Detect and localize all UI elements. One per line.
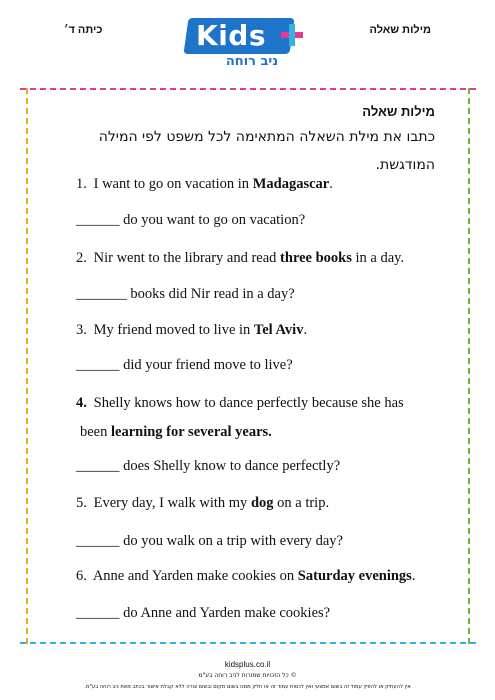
footer-legal: אין להעתיק או להפיץ עמוד זה בשום אמצעי ואין לכסות עמוד זה או חלק ממנו בשום מקום ובשום צורה ללא קבלת אישור בכתב מאת ניב רוחה בע"מ. <box>84 684 411 690</box>
sentence-6 <box>76 568 415 585</box>
question-3: ______ did your friend move to live? <box>76 357 293 373</box>
sentence-4-continued <box>80 424 272 441</box>
question-2: _______ books did Nir read in a day? <box>76 286 295 302</box>
grade-label: כיתה ד׳ <box>64 24 103 36</box>
sentence-end: in a day. <box>351 250 405 266</box>
item-number: 1. <box>76 176 87 192</box>
sentence-text: Nir went to the library and read <box>93 250 281 266</box>
sentence-4 <box>76 395 404 412</box>
kids-plus-logo <box>186 18 310 70</box>
sentence-text: Every day, I walk with my <box>93 495 251 511</box>
logo-subtitle: ניב רוחה <box>225 54 279 69</box>
bold-keyword: Madagascar <box>252 176 330 192</box>
worksheet-instruction: כתבו את מילת השאלה המתאימה לכל משפט לפי המילה המודגשת. <box>98 129 435 173</box>
frame-right-border <box>468 88 470 644</box>
question-4: ______ does Shelly know to dance perfectly? <box>76 458 341 474</box>
bold-keyword: Saturday evenings <box>297 568 412 584</box>
sentence-3 <box>76 322 307 339</box>
frame-bottom-border <box>20 642 476 644</box>
item-number: 5. <box>76 495 87 511</box>
bold-keyword: dog <box>250 495 274 511</box>
sentence-end: . <box>411 568 416 584</box>
plus-icon <box>281 24 303 46</box>
sentence-1 <box>76 176 333 193</box>
bold-keyword: learning for several years. <box>111 424 272 440</box>
sentence-end: . <box>303 322 308 338</box>
bold-keyword: Tel Aviv <box>253 322 304 338</box>
sentence-5 <box>76 495 329 512</box>
frame-left-border <box>26 88 28 644</box>
worksheet-heading: מילות שאלה <box>362 104 435 119</box>
footer-copyright: © כל הזכויות שמורות לניב רוחה בע"מ <box>198 672 297 679</box>
frame-top-border <box>20 88 476 90</box>
question-1: ______ do you want to go on vacation? <box>76 212 306 228</box>
item-number: 2. <box>76 250 87 266</box>
sentence-text: Shelly knows how to dance perfectly because she has <box>93 395 404 411</box>
item-number: 3. <box>76 322 87 338</box>
sentence-text: My friend moved to live in <box>93 322 254 338</box>
footer-url[interactable]: kidsplus.co.il <box>224 660 271 669</box>
question-5: ______ do you walk on a trip with every day? <box>76 533 343 549</box>
sentence-2 <box>76 250 404 267</box>
sentence-text: been <box>80 424 111 440</box>
question-6: ______ do Anne and Yarden make cookies? <box>76 605 331 621</box>
topic-label: מילות שאלה <box>369 24 431 36</box>
sentence-text: Anne and Yarden make cookies on <box>92 568 298 584</box>
bold-keyword: three books <box>280 250 352 266</box>
sentence-end: on a trip. <box>273 495 330 511</box>
item-number: 6. <box>76 568 87 584</box>
sentence-text: I want to go on vacation in <box>93 176 253 192</box>
logo-text: Kids <box>196 19 267 52</box>
sentence-end: . <box>329 176 333 192</box>
item-number: 4. <box>76 395 87 411</box>
